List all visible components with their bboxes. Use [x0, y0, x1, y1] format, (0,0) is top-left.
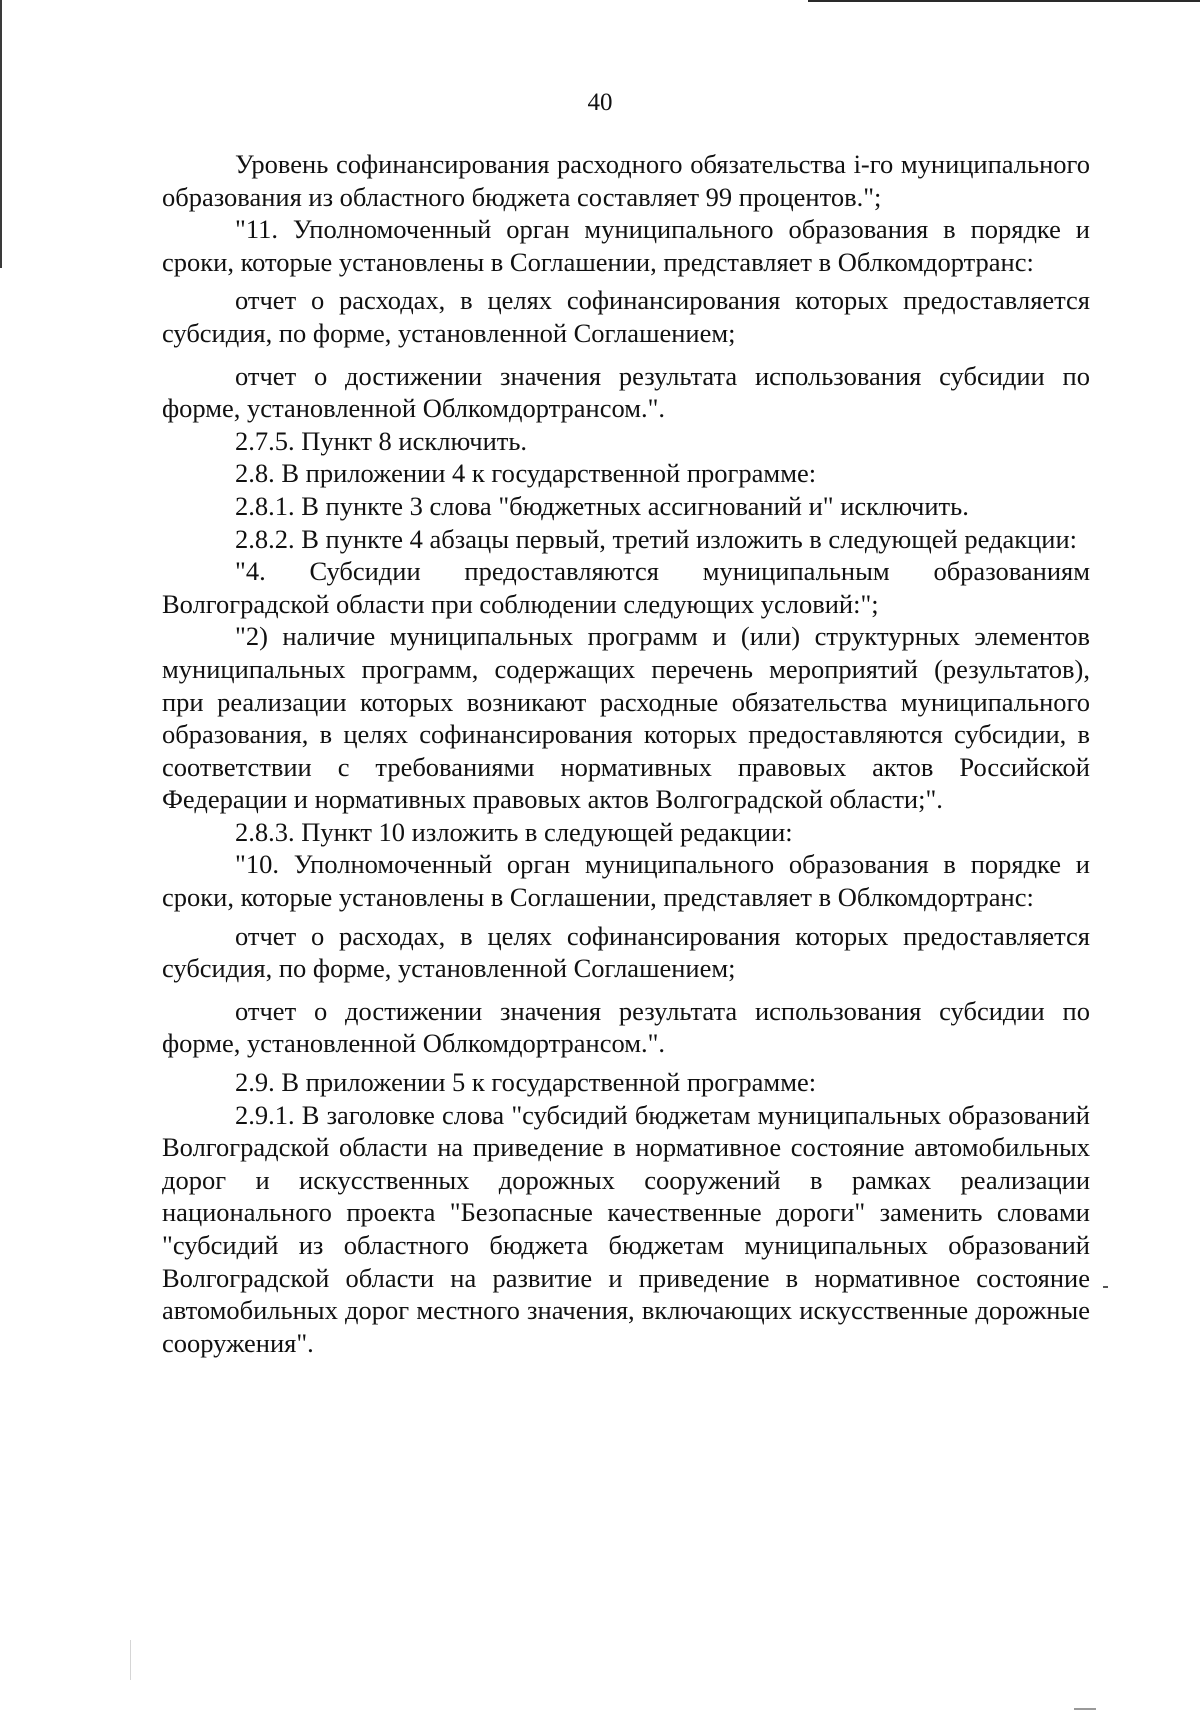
page-number: 40 [587, 89, 613, 116]
scan-speck [1103, 1286, 1108, 1288]
paragraph-point-4: "4. Субсидии предоставляются муниципальным образованиям Волгоградской области при соблюдении следующих условий:"; [162, 556, 1090, 619]
paragraph-2-7-5: 2.7.5. Пункт 8 исключить. [235, 425, 528, 456]
paragraph-2-9-1: 2.9.1. В заголовке слова "субсидий бюджетам муниципальных образований Волгоградской области на приведение в нормативное состояние автомобильных дорог и искусственных дорожных сооружений в рамках реализации национального проекта "Безопасные качественные дороги" заменить словами "субсидий из областного бюджета бюджетам муниципальных образований Волгоградской области на развитие и приведение в нормативное состояние автомобильных дорог местного значения, включающих искусственные дорожные сооружения". [162, 1099, 1090, 1358]
paragraph-condition-2: "2) наличие муниципальных программ и (или) структурных элементов муниципальных программ, содержащих перечень мероприятий (результатов), при реализации которых возникают расходные обязательства муниципального образования, в целях софинансирования которых предоставляются субсидии, в соответствии с требованиями нормативных правовых актов Российской Федерации и нормативных правовых актов Волгоградской области;". [162, 621, 1090, 815]
paragraph-2-8-3: 2.8.3. Пункт 10 изложить в следующей редакции: [235, 816, 793, 847]
paragraph-2-8: 2.8. В приложении 4 к государственной программе: [235, 458, 817, 489]
scan-edge-line-left [0, 0, 2, 268]
document-body [162, 148, 1090, 1359]
paragraph-point-10: "10. Уполномоченный орган муниципального образования в порядке и сроки, которые установлены в Соглашении, представляет в Облкомдортранс: [162, 849, 1090, 913]
paragraph-cofinancing-level: Уровень софинансирования расходного обязательства i-го муниципального образования из областного бюджета составляет 99 процентов."; [162, 149, 1090, 212]
paragraph-2-9: 2.9. В приложении 5 к государственной программе: [235, 1067, 817, 1098]
scan-speck [1074, 1708, 1096, 1710]
scan-edge-line-top [808, 0, 1200, 2]
paragraph-2-8-1: 2.8.1. В пункте 3 слова "бюджетных ассигнований и" исключить. [235, 490, 969, 521]
paragraph-result-report-2: отчет о достижении значения результата использования субсидии по форме, установленной Облкомдортрансом.". [162, 995, 1090, 1059]
paragraph-2-8-2: 2.8.2. В пункте 4 абзацы первый, третий изложить в следующей редакции: [235, 523, 1078, 554]
scan-speck [130, 1640, 131, 1680]
paragraph-expense-report: отчет о расходах, в целях софинансирования которых предоставляется субсидия, по форме, установленной Соглашением; [162, 285, 1090, 348]
paragraph-point-11: "11. Уполномоченный орган муниципального образования в порядке и сроки, которые установлены в Соглашении, представляет в Облкомдортранс: [162, 214, 1090, 277]
paragraph-expense-report-2: отчет о расходах, в целях софинансирования которых предоставляется субсидия, по форме, установленной Соглашением; [162, 920, 1090, 984]
paragraph-result-report: отчет о достижении значения результата использования субсидии по форме, установленной Облкомдортрансом.". [162, 360, 1090, 424]
